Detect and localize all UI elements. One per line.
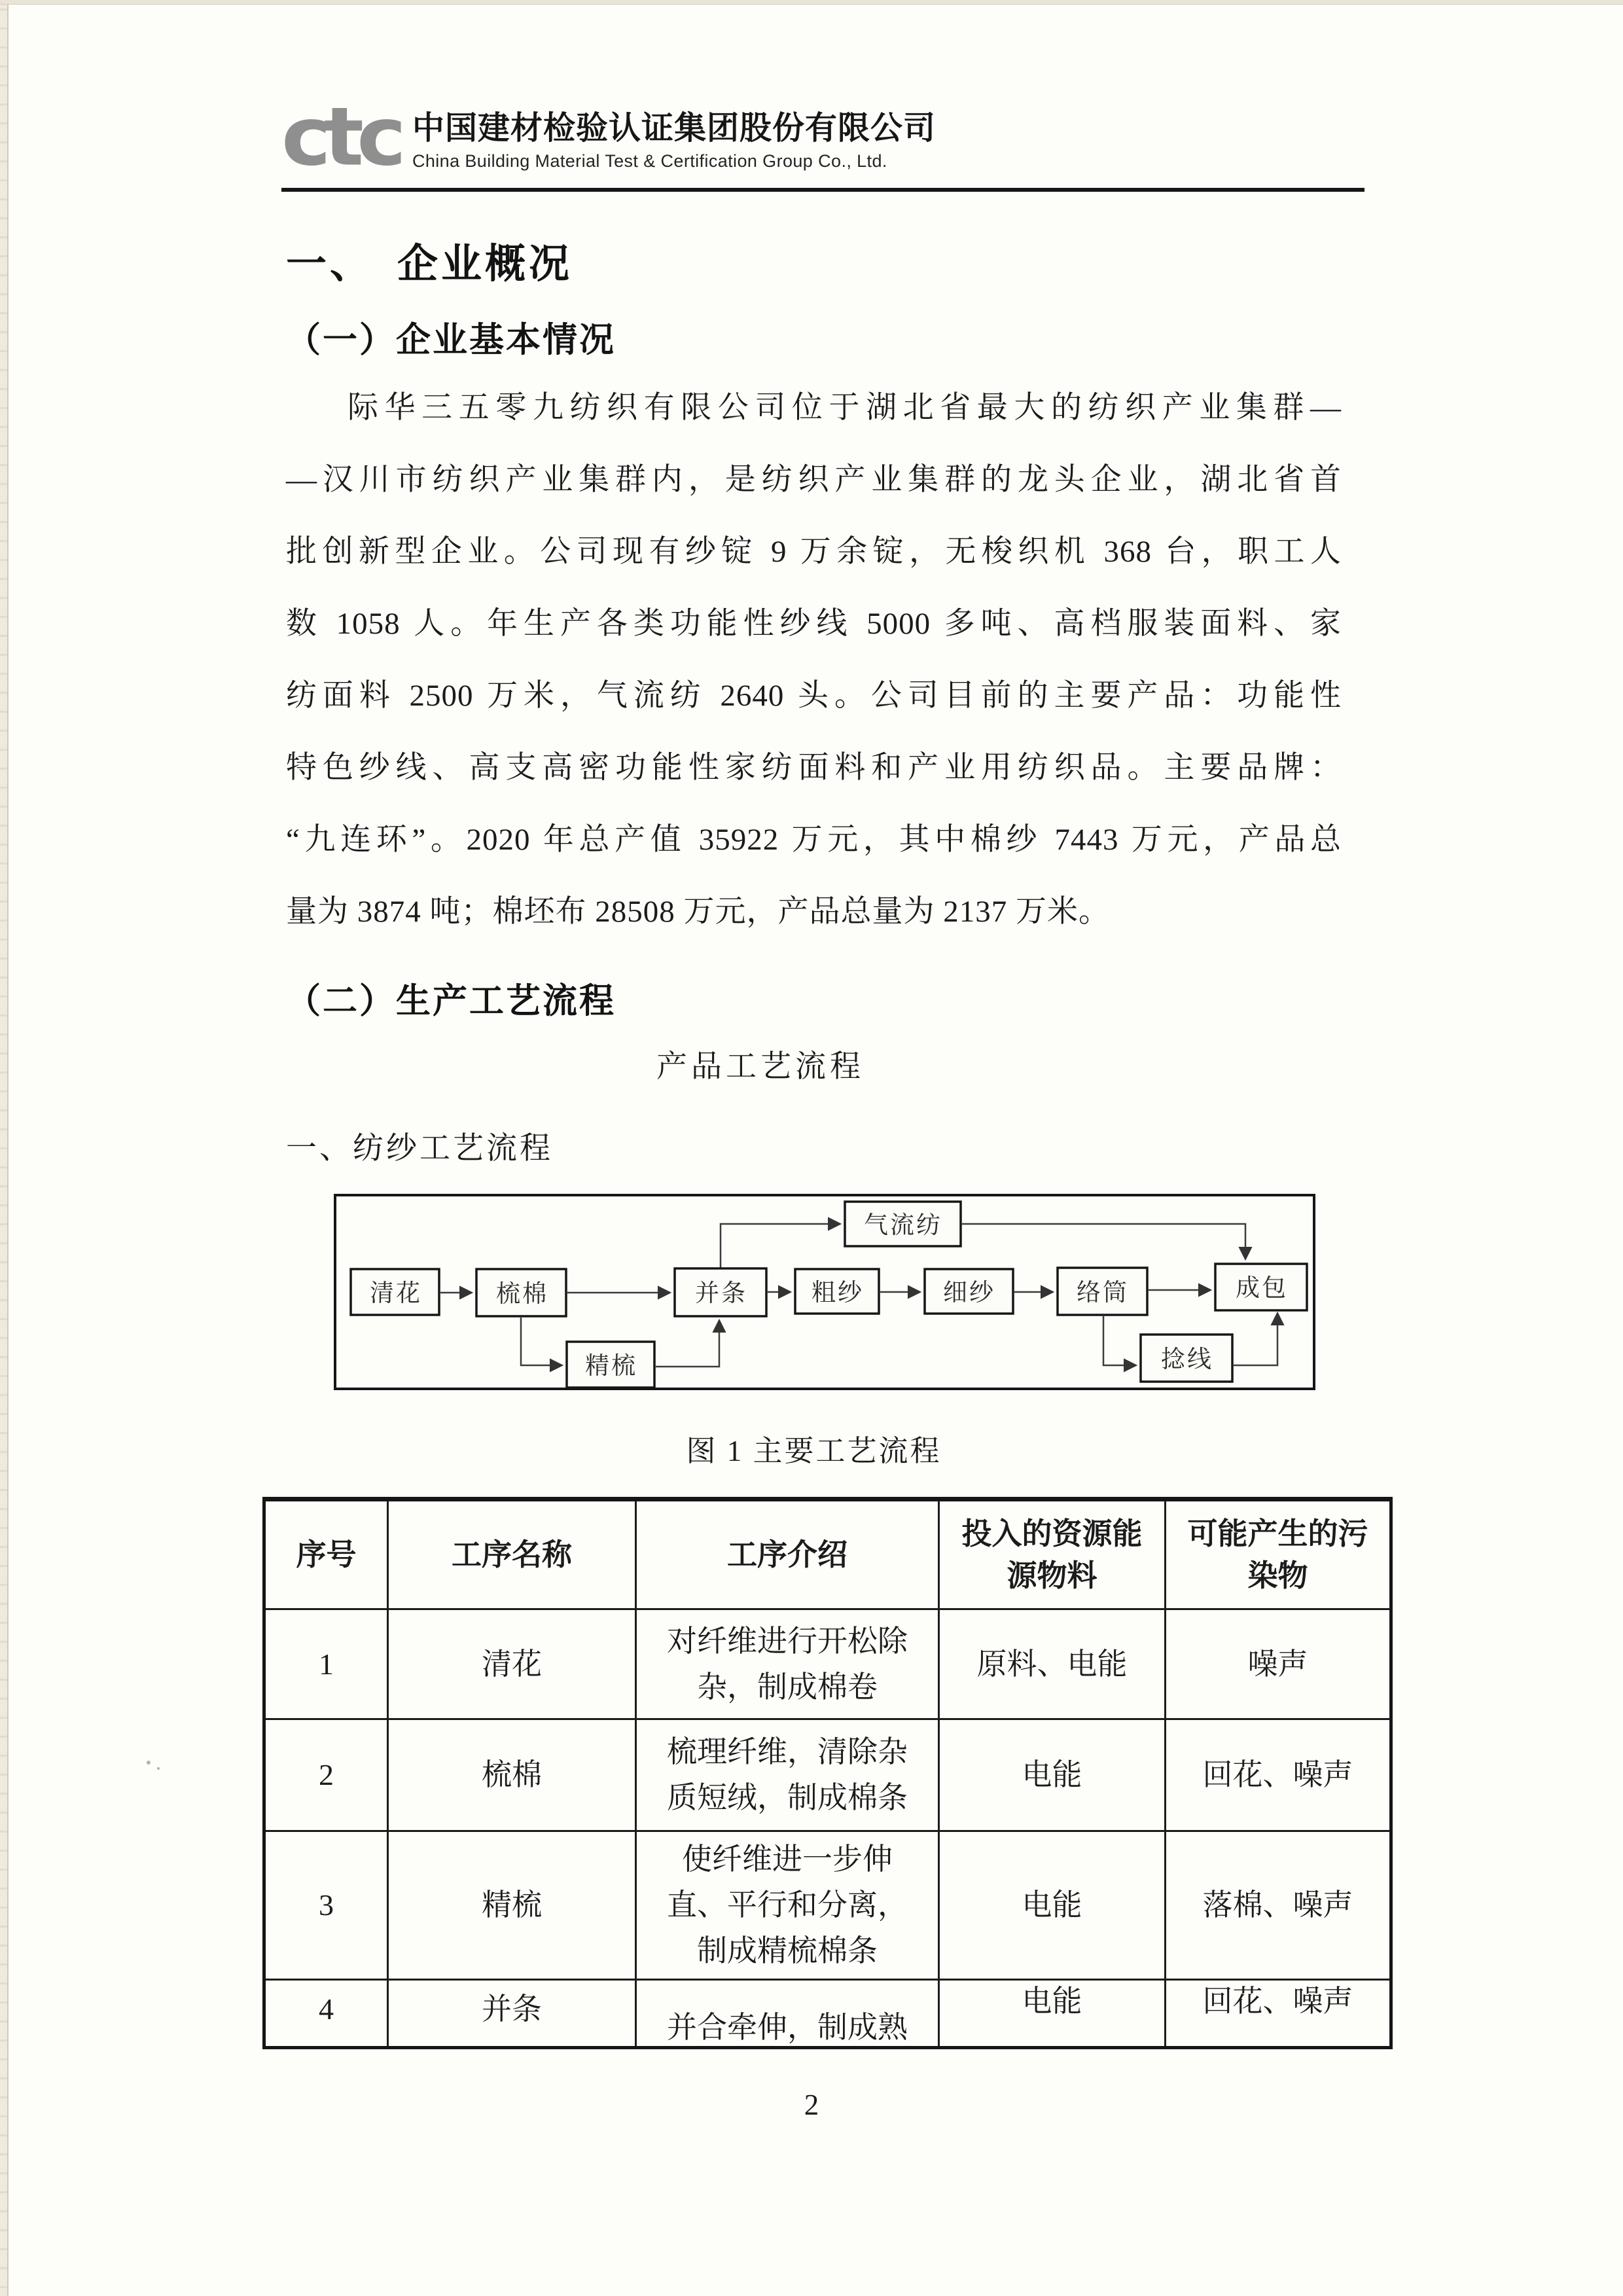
body-paragraph [286,372,1342,948]
flow-node-cusha-label: 粗纱 [812,1280,864,1306]
flow-edge-nianxian-chengbao [1234,1314,1277,1365]
scan-speck [147,1761,151,1765]
process-subtitle: 产品工艺流程 [656,1050,865,1084]
table-header-row [264,1499,1391,1609]
logo [281,90,936,185]
body-line: “九连环”。2020 年总产值 35922 万元，其中棉纱 7443 万元，产品总 [286,823,1342,857]
table-cell: 梳棉 [388,1719,636,1831]
table-cell: 电能 [939,1980,1166,2048]
table-cell: 噪声 [1166,1609,1391,1719]
page-number: 2 [804,2089,819,2121]
table-cell: 落棉、噪声 [1166,1831,1391,1980]
flowchart-svg [334,1194,1315,1390]
table-header-process-name: 工序名称 [388,1499,636,1609]
table-cell: 原料、电能 [939,1609,1166,1719]
flow-edge-bingtiao-qiliufang [721,1224,840,1268]
body-line: 际华三五零九纺织有限公司位于湖北省最大的纺织产业集群— [348,391,1342,425]
table-cell: 电能 [939,1719,1166,1831]
table-row [264,1831,1391,1980]
flow-edge-shumian-jingshu [521,1318,562,1365]
section-heading-basic-info: （一）企业基本情况 [286,321,616,359]
table-cell: 并合牵伸，制成熟 [636,1980,939,2048]
flow-node-qinghua-label: 清花 [370,1280,422,1307]
ctc-logo: ctc [281,90,399,185]
flow-node-luotong-label: 络筒 [1077,1280,1129,1306]
section-heading-process: （二）生产工艺流程 [286,982,616,1020]
table-cell: 回花、噪声 [1166,1980,1391,2048]
flow-node-shumian-label: 梳棉 [496,1281,548,1308]
table-cell: 并条 [388,1980,636,2048]
table-cell: 对纤维进行开松除杂，制成棉卷 [636,1609,939,1719]
flow-edge-qiliufang-chengbao [962,1224,1245,1259]
scan-edge-top [0,0,1623,5]
table-cell: 回花、噪声 [1166,1719,1391,1831]
process-table [262,1497,1393,2049]
scan-speck [157,1767,160,1770]
flow-node-jingshu-label: 精梳 [585,1353,637,1380]
flow-edge-jingshu-bingtiao [656,1321,719,1367]
section-heading-overview: 一、 企业概况 [286,242,573,287]
logo-text [412,103,936,172]
company-name-en: China Building Material Test & Certification Group Co., Ltd. [412,151,887,171]
figure-caption: 图 1 主要工艺流程 [686,1435,942,1467]
body-line: 数 1058 人。年生产各类功能性纱线 5000 多吨、高档服装面料、家 [286,607,1342,641]
body-line: 特色纱线、高支高密功能性家纺面料和产业用纺织品。主要品牌： [286,751,1342,785]
flow-node-nianxian-label: 捻线 [1161,1346,1213,1373]
process-flowchart [334,1194,1315,1390]
scan-edge-left [0,0,9,2296]
table-header-inputs: 投入的资源能源物料 [939,1499,1166,1609]
flow-node-bingtiao-label: 并条 [695,1280,747,1307]
table-cell: 3 [264,1831,388,1980]
flow-node-xisha-label: 细纱 [943,1280,995,1306]
table-cell: 清花 [388,1609,636,1719]
company-name-cn: 中国建材检验认证集团股份有限公司 [412,111,936,146]
header-rule [281,188,1364,192]
table-cell: 使纤维进一步伸直、平行和分离，制成精梳棉条 [636,1831,939,1980]
table-cell: 梳理纤维，清除杂质短绒，制成棉条 [636,1719,939,1831]
spinning-process-heading: 一、纺纱工艺流程 [286,1132,553,1166]
flow-edge-luotong-nianxian [1103,1316,1135,1365]
table-cell: 电能 [939,1831,1166,1980]
body-line: 纺面料 2500 万米，气流纺 2640 头。公司目前的主要产品：功能性 [286,679,1342,713]
body-line: 量为 3874 吨；棉坯布 28508 万元，产品总量为 2137 万米。 [286,895,1110,929]
table-cell: 精梳 [388,1831,636,1980]
flow-node-qiliufang-label: 气流纺 [864,1212,942,1239]
table-cell: 1 [264,1609,388,1719]
table-row [264,1719,1391,1831]
flow-node-chengbao-label: 成包 [1236,1275,1288,1302]
table-row [264,1980,1391,2048]
table-header-pollutants: 可能产生的污染物 [1166,1499,1391,1609]
table-cell: 2 [264,1719,388,1831]
body-line: 批创新型企业。公司现有纱锭 9 万余锭，无梭织机 368 台，职工人 [286,535,1342,569]
table-header-index: 序号 [264,1499,388,1609]
body-line: —汉川市纺织产业集群内，是纺织产业集群的龙头企业，湖北省首 [286,463,1342,497]
table-row [264,1609,1391,1719]
table-cell: 4 [264,1980,388,2048]
table-header-process-desc: 工序介绍 [636,1499,939,1609]
